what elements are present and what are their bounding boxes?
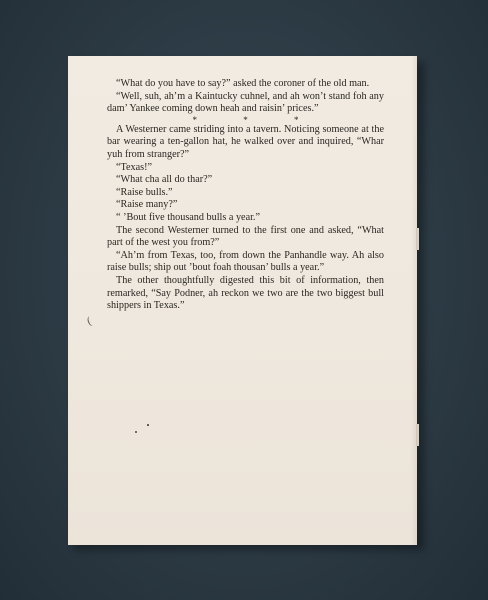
paragraph: A Westerner came striding into a tavern. Noticing someone at the bar wearing a ten-gallon hat, he walked over and inquired, “Whar yuh from stranger?” xyxy=(107,123,384,160)
ink-speck xyxy=(147,424,149,426)
ink-speck xyxy=(135,431,137,433)
staple-mark xyxy=(416,424,419,446)
paragraph: “Raise bulls.” xyxy=(116,186,173,198)
paragraph: “Raise many?” xyxy=(116,199,178,211)
page-text xyxy=(107,78,384,313)
paragraph: “ ’Bout five thousand bulls a year.” xyxy=(116,211,261,223)
book-page xyxy=(68,56,417,545)
paragraph: “Well, suh, ah’m a Kaintucky cuhnel, and ah won’t stand foh any dam’ Yankee coming down heah and raisin’ prices.” xyxy=(107,90,384,115)
paragraph: The second Westerner turned to the first one and asked, “What part of the west you from?” xyxy=(107,224,384,249)
paragraph: “Texas!” xyxy=(116,161,153,173)
section-break: * * * xyxy=(192,114,321,125)
staple-mark xyxy=(416,228,419,250)
paragraph: “Ah’m from Texas, too, from down the Panhandle way. Ah also raise bulls; ship out ’bout foah thousan’ bulls a year.” xyxy=(107,249,384,274)
paragraph: “What cha all do thar?” xyxy=(116,174,213,186)
paragraph: “What do you have to say?” asked the coroner of the old man. xyxy=(116,78,370,89)
pencil-margin-mark: ( xyxy=(84,314,94,329)
paragraph: The other thoughtfully digested this bit of information, then remarked, “Say Podner, ah reckon we two are the two biggest bull shippers in Texas.” xyxy=(107,274,384,312)
